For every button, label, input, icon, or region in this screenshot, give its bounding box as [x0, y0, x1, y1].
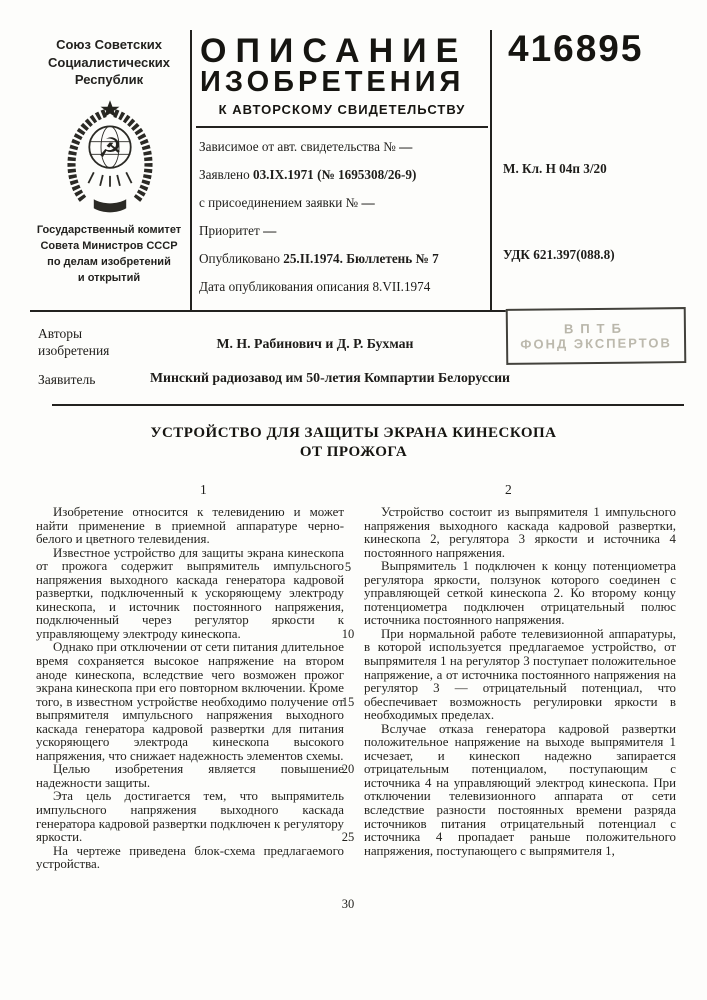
union-line-3: Республик — [74, 72, 144, 87]
patent-number: 416895 — [508, 28, 644, 69]
paragraph: Изобретение относится к телевидению и может найти применение в приемной аппаратуре черно-белого и цветного телевидения. — [36, 505, 344, 547]
paragraph: Однако при отключении от сети питания длительное время сохраняется высокое напряжение на втором аноде кинескопа, вследствие чего возможен прожог экрана кинескопа при его повторном включении. Кроме того, в известном устройстве необходимо получение от выпрямителя импульсного напряжения выходного каскада генератора кадровой развертки для питания ускоряющего электрода кинескопа высокого напряжения, что снижает надежность элементов схемы. — [36, 640, 344, 763]
document-title-word-2: ИЗОБРЕТЕНИЯ — [200, 66, 465, 98]
line-number-5: 5 — [344, 560, 352, 574]
invention-title-line-1: УСТРОЙСТВО ДЛЯ ЗАЩИТЫ ЭКРАНА КИНЕСКОПА — [150, 425, 557, 441]
paragraph: Известное устройство для защиты экрана кинескопа от прожога содержит выпрямитель импульсного напряжения выходного каскада генератора кадровой развертки, подключенный к ускоряющему электроду кинескопа, и источник постоянного напряжения, подключенный через регулятор яркости к управляющему электроду кинескопа. — [36, 545, 344, 641]
ussr-coat-of-arms-icon — [56, 98, 164, 216]
field-value: 25.II.1974. Бюллетень № 7 — [283, 251, 439, 266]
field-label: Опубликовано — [199, 251, 280, 266]
field-value: — — [361, 195, 375, 210]
field-joined-application — [199, 189, 485, 217]
line-number-15: 15 — [341, 695, 355, 709]
field-priority — [199, 217, 485, 245]
intl-class-label: М. Кл. Н 04п 3/20 — [503, 161, 607, 176]
field-filed-date — [199, 161, 485, 189]
union-line-2: Социалистических — [48, 54, 170, 70]
field-label: с присоединением заявки № — [199, 195, 359, 210]
column-1-marker: 1 — [200, 482, 207, 497]
paragraph: На чертеже приведена блок-схема предлагаемого устройства. — [36, 843, 344, 872]
stamp-line-2: ФОНД ЭКСПЕРТОВ — [520, 335, 672, 352]
field-value: 8.VII.1974 — [372, 279, 431, 294]
applicant-name: Минский радиозавод им 50-летия Компартии Белоруссии — [150, 370, 510, 385]
committee-line-3: по делам изобретений — [47, 256, 171, 268]
field-dependent-certificate — [199, 133, 485, 161]
field-value: — — [263, 223, 277, 238]
field-published — [199, 245, 485, 273]
column-2-marker: 2 — [505, 482, 512, 497]
field-label: Приоритет — [199, 223, 260, 238]
field-value: — — [399, 139, 413, 154]
header-divider-left — [190, 30, 192, 312]
document-subtitle: К АВТОРСКОМУ СВИДЕТЕЛЬСТВУ — [218, 102, 466, 117]
paragraph: Выпрямитель 1 подключен к концу потенциометра регулятора яркости, ползунок которого соединен с управляющей сеткой кинескопа 2. Ко второму концу потенциометра подключен отрицательный полюс источника постоянного напряжения. — [364, 559, 676, 628]
body-column-left — [36, 506, 344, 872]
bibliographic-fields — [199, 133, 485, 301]
committee-line-1: Государственный комитет — [36, 224, 182, 236]
committee-block — [28, 222, 190, 286]
body-column-right — [364, 506, 676, 858]
field-label: Заявлено — [199, 167, 250, 182]
authors-label: Авторы изобретения — [38, 326, 110, 358]
field-value: 03.IX.1971 (№ 1695308/26-9) — [252, 167, 417, 182]
stamp-line-1: ВПТБ — [563, 320, 629, 337]
document-title-word-1: ОПИСАНИЕ — [200, 32, 468, 70]
field-label: Зависимое от авт. свидетельства № — [199, 139, 396, 154]
field-label: Дата опубликования описания — [199, 279, 370, 294]
paragraph: При нормальной работе телевизионной аппаратуры, в которой используется предлагаемое устройство, от выпрямителя 1 на регулятор 3 поступает положительное напряжение, а от источника постоянного напряжения на регулятор 3 — отрицательный потенциал, что обеспечивает возможность регулировки яркости в необходимых пределах. — [364, 626, 676, 723]
header-divider-right — [490, 30, 492, 312]
line-number-10: 10 — [341, 627, 355, 641]
union-name-block — [28, 36, 190, 89]
authors-bottom-rule — [52, 404, 684, 406]
invention-title — [0, 424, 707, 462]
paragraph: Целью изобретения является повышение надежности защиты. — [36, 762, 344, 790]
invention-title-line-2: ОТ ПРОЖОГА — [299, 444, 408, 460]
subtitle-underline — [196, 126, 488, 128]
line-number-25: 25 — [341, 830, 355, 844]
applicant-label: Заявитель — [38, 372, 96, 387]
svg-text:☭: ☭ — [97, 133, 123, 164]
paragraph: Вслучае отказа генератора кадровой развертки положительное напряжение на выходе выпрямителя 1 исчезает, и кинескоп надежно запирается отрицательным потенциалом, поступающим с источника 4 на управляющий электрод кинескопа. При отключении телевизионного аппарата от сети вследствие разности постоянных времени разряда источников питания отрицательный потенциал с источника 4 пропадает раньше положительного напряжения, поступающего с выпрямителя 1, — [364, 721, 676, 858]
udk-label: УДК 621.397(088.8) — [503, 247, 615, 262]
line-number-20: 20 — [341, 762, 355, 776]
paragraph: Эта цель достигается тем, что выпрямитель импульсного напряжения выходного каскада генератора кадровой развертки подключен к регулятору яркости. — [36, 789, 344, 845]
authors-names: М. Н. Рабинович и Д. Р. Бухман — [216, 336, 414, 351]
field-description-published — [199, 273, 485, 301]
union-line-1: Союз Советских — [56, 37, 162, 52]
library-stamp — [506, 307, 687, 365]
paragraph: Устройство состоит из выпрямителя 1 импульсного напряжения выходного каскада кадровой развертки, кинескопа 2, регулятора 3 яркости и источника 4 постоянного напряжения. — [364, 505, 676, 560]
committee-line-4: и открытий — [77, 272, 141, 284]
line-number-30: 30 — [341, 897, 355, 911]
committee-line-2: Совета Министров СССР — [40, 240, 178, 252]
